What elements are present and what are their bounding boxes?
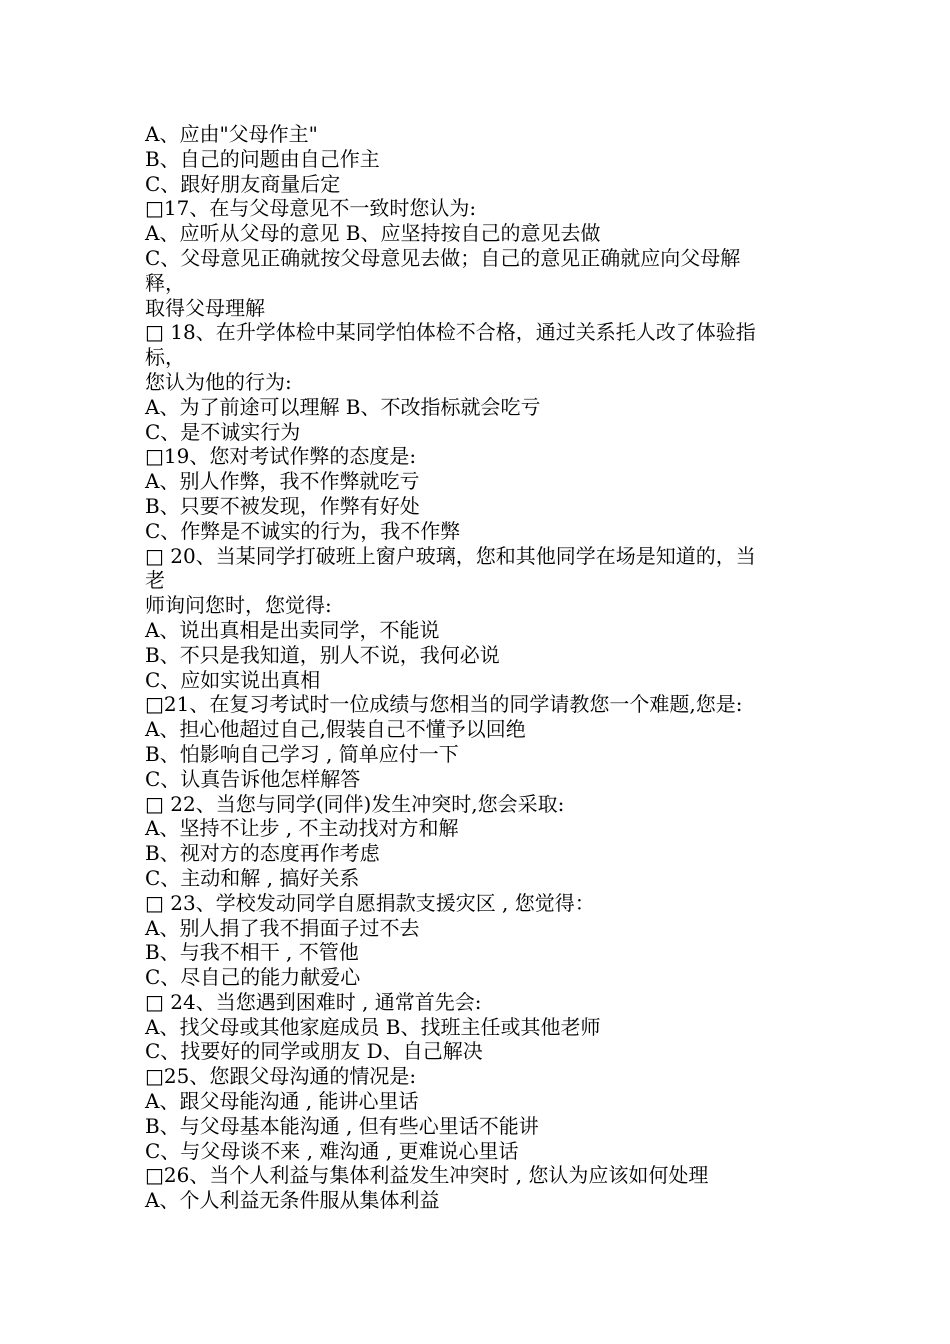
text-line: B、与父母基本能沟通 , 但有些心里话不能讲 xyxy=(145,1113,539,1138)
question-22: □ 22、当您与同学(同伴)发生冲突时,您会采取: xyxy=(145,791,565,816)
text-line: C、主动和解 , 搞好关系 xyxy=(145,865,360,890)
text-line: B、只要不被发现，作弊有好处 xyxy=(145,493,420,518)
text-line: A、个人利益无条件服从集体利益 xyxy=(145,1188,440,1213)
text-line: 释， xyxy=(145,270,185,295)
text-line: B、怕影响自己学习 , 简单应付一下 xyxy=(145,741,459,766)
question-24: □ 24、当您遇到困难时 , 通常首先会: xyxy=(145,989,482,1014)
text-line: 您认为他的行为: xyxy=(145,369,292,394)
question-18: □ 18、在升学体检中某同学怕体检不合格，通过关系托人改了体验指 xyxy=(145,320,756,345)
text-line: C、父母意见正确就按父母意见去做；自己的意见正确就应向父母解 xyxy=(145,245,741,270)
text-line: A、跟父母能沟通 , 能讲心里话 xyxy=(145,1089,419,1114)
text-line: A、找父母或其他家庭成员 B、找班主任或其他老师 xyxy=(145,1014,601,1039)
text-line: C、与父母谈不来 , 难沟通 , 更难说心里话 xyxy=(145,1138,519,1163)
text-line: C、作弊是不诚实的行为，我不作弊 xyxy=(145,518,461,543)
text-line: C、认真告诉他怎样解答 xyxy=(145,766,361,791)
question-23: □ 23、学校发动同学自愿捐款支援灾区 , 您觉得： xyxy=(145,890,595,915)
text-line: B、不只是我知道，别人不说，我何必说 xyxy=(145,642,500,667)
text-line: 标， xyxy=(145,345,185,370)
text-line: 师询问您时，您觉得: xyxy=(145,593,332,618)
text-line: A、别人作弊，我不作弊就吃亏 xyxy=(145,469,420,494)
text-line: B、视对方的态度再作考虑 xyxy=(145,841,380,866)
text-line: 老 xyxy=(145,568,165,593)
text-line: A、应由"父母作主" xyxy=(145,122,318,146)
text-line: 取得父母理解 xyxy=(145,295,265,320)
text-line: A、坚持不让步 , 不主动找对方和解 xyxy=(145,816,459,841)
question-19: □19、您对考试作弊的态度是: xyxy=(145,444,417,469)
text-line: A、别人捐了我不捐面子过不去 xyxy=(145,915,420,940)
text-line: A、应听从父母的意见 B、应坚持按自己的意见去做 xyxy=(145,221,601,246)
text-line: C、尽自己的能力献爱心 xyxy=(145,965,361,990)
text-line: A、担心他超过自己,假装自己不懂予以回绝 xyxy=(145,717,526,742)
text-line: C、是不诚实行为 xyxy=(145,419,301,444)
question-21: □21、在复习考试时一位成绩与您相当的同学请教您一个难题,您是: xyxy=(145,692,743,717)
text-line: C、找要好的同学或朋友 D、自己解决 xyxy=(145,1039,483,1064)
text-line: C、跟好朋友商量后定 xyxy=(145,171,341,196)
text-line: A、说出真相是出卖同学，不能说 xyxy=(145,617,440,642)
text-line: B、与我不相干 , 不管他 xyxy=(145,940,359,965)
text-line: C、应如实说出真相 xyxy=(145,667,321,692)
question-26: □26、当个人利益与集体利益发生冲突时 , 您认为应该如何处理 xyxy=(145,1163,709,1188)
text-line: A、为了前途可以理解 B、不改指标就会吃亏 xyxy=(145,394,541,419)
document-body xyxy=(145,122,815,1213)
question-17: □17、在与父母意见不一致时您认为: xyxy=(145,196,477,221)
text-line: B、自己的问题由自己作主 xyxy=(145,146,380,171)
question-25: □25、您跟父母沟通的情况是: xyxy=(145,1064,417,1089)
question-20: □ 20、当某同学打破班上窗户玻璃，您和其他同学在场是知道的，当 xyxy=(145,543,756,568)
